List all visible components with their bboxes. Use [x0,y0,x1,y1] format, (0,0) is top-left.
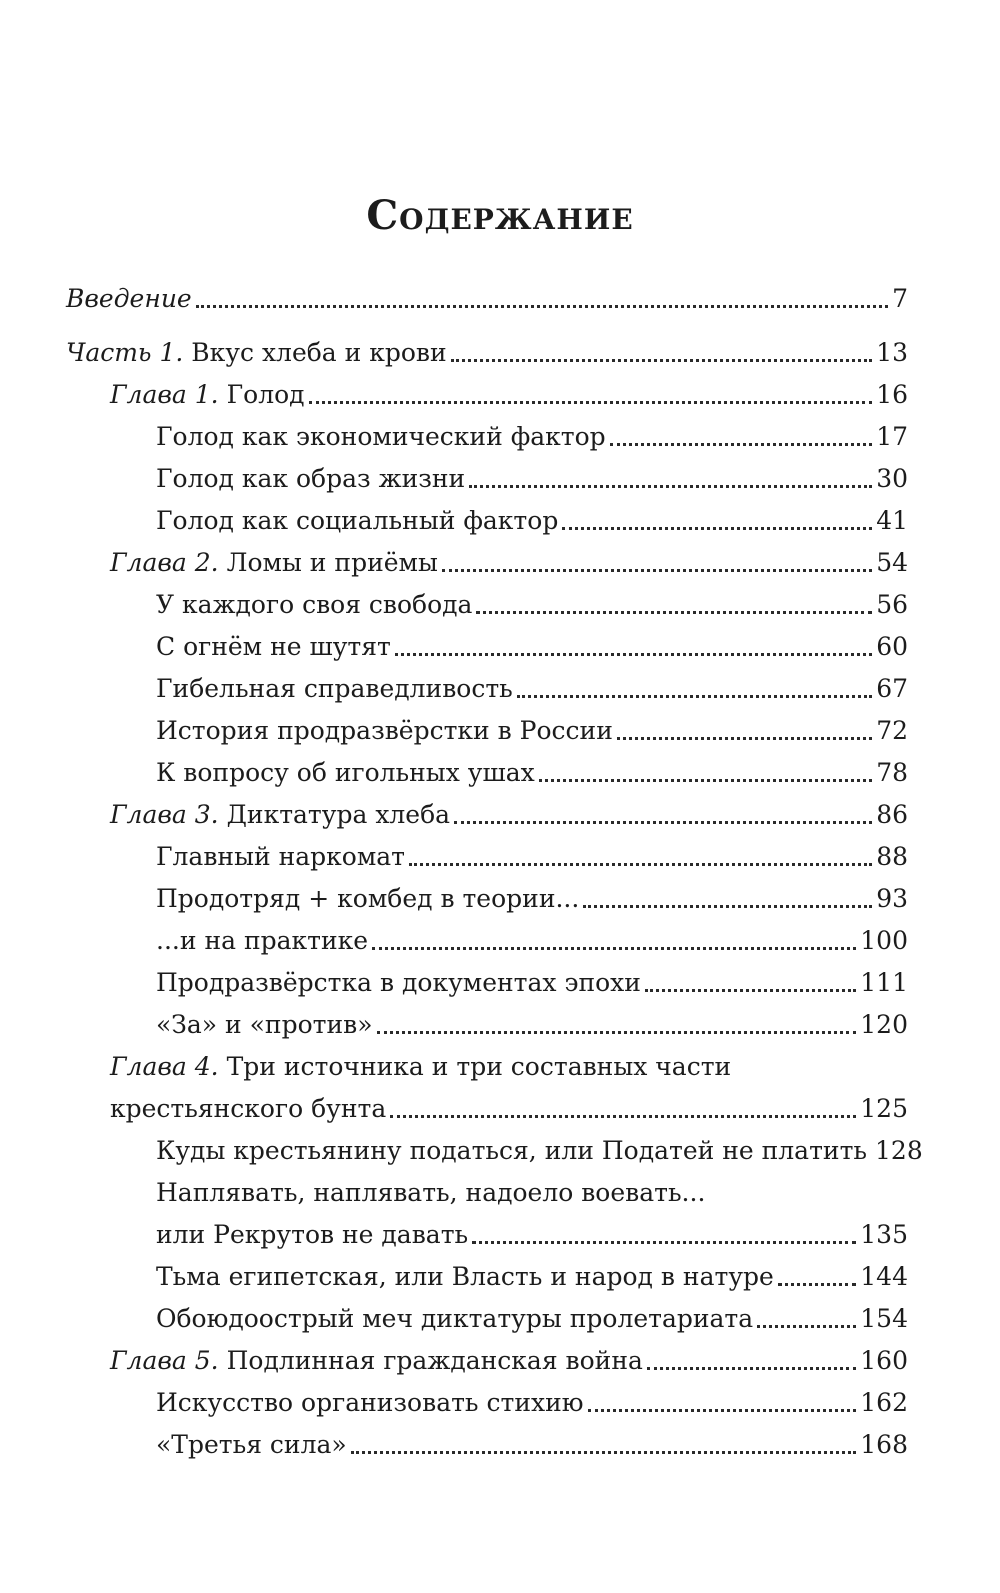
toc-entry-section [156,1260,908,1294]
toc-entry-text: «За» и «против» [156,1010,373,1039]
dot-leader [778,1282,856,1286]
toc-entry-text: ...и на практике [156,926,369,955]
toc-page-number: 60 [876,632,908,661]
toc-entry-label [66,336,447,370]
toc-entry-part-1 [66,336,908,370]
toc-page-number: 125 [860,1094,908,1123]
toc-entry-label: Введение [66,284,192,313]
toc-entry-prefix: Часть 1. [66,338,184,367]
toc-page-number: 93 [876,884,908,913]
toc-page-number: 135 [860,1220,908,1249]
toc-entry-section [156,714,908,748]
toc-entry-text: Обоюдоострый меч диктатуры пролетариата [156,1304,754,1333]
dot-leader [517,694,872,698]
toc-page-number: 120 [860,1010,908,1039]
toc-entry-label [110,798,450,832]
toc-entry-section [156,1176,908,1210]
toc-entry-section [156,840,908,874]
toc-page-number: 78 [876,758,908,787]
toc-entry-text: Голод как образ жизни [156,464,466,493]
toc-page-number: 56 [876,590,908,619]
toc-page-number: 17 [876,422,908,451]
dot-leader [610,442,873,446]
dot-leader [647,1366,856,1370]
toc-page-number: 168 [860,1430,908,1459]
toc-page-number: 30 [876,464,908,493]
toc-entry-chapter-1 [110,378,908,412]
dot-leader [583,904,872,908]
dot-leader [472,1240,856,1244]
toc-entry-text: «Третья сила» [156,1430,347,1459]
toc-entry-section [156,1386,908,1420]
toc-page-number: 13 [876,338,908,367]
toc-entry-label [110,1344,643,1378]
toc-page-number: 111 [860,968,908,997]
toc-entry-prefix: Глава 5. [110,1346,219,1375]
toc-entry-text: Гибельная справедливость [156,674,513,703]
dot-leader [442,568,872,572]
toc-page-number: 100 [860,926,908,955]
toc-entry-introduction [66,282,908,316]
toc-entry-section [156,672,908,706]
dot-leader [469,484,872,488]
dot-leader [377,1030,857,1034]
dot-leader [757,1324,856,1328]
toc-entry-chapter-4-continued [110,1092,908,1126]
toc-entry-text: крестьянского бунта [110,1094,387,1123]
toc-entry-section [156,1008,908,1042]
toc-entry-chapter-3 [110,798,908,832]
dot-leader [454,820,872,824]
toc-entry-text: У каждого своя свобода [156,590,473,619]
toc-entry-text: Продотряд + комбед в теории... [156,884,580,913]
toc-page-number: 86 [876,800,908,829]
toc-entry-text: Ломы и приёмы [218,548,438,577]
toc-page-number: 54 [876,548,908,577]
toc-entry-label [110,546,438,580]
toc-entry-text: Продразвёрстка в документах эпохи [156,968,641,997]
toc-entry-section [156,1428,908,1462]
dot-leader [645,988,856,992]
dot-leader [395,652,872,656]
toc-entry-section [156,966,908,1000]
toc-entry-label [110,1050,731,1084]
toc-entry-section [156,1302,908,1336]
toc-entry-section [156,756,908,790]
dot-leader [476,610,872,614]
toc-entry-prefix: Глава 4. [110,1052,219,1081]
toc-entry-chapter-4 [110,1050,908,1084]
toc-entry-section [156,504,908,538]
toc-entry-section [156,462,908,496]
toc-entry-section [156,882,908,916]
toc-page-number: 144 [860,1262,908,1291]
toc-entry-text: Диктатура хлеба [218,800,451,829]
dot-leader [539,778,872,782]
toc-page-number: 162 [860,1388,908,1417]
toc-entry-chapter-5 [110,1344,908,1378]
toc-entry-text: Голод [218,380,305,409]
toc-entry-section [156,630,908,664]
dot-leader [562,526,872,530]
toc-entry-chapter-2 [110,546,908,580]
toc-entry-section [156,588,908,622]
dot-leader [390,1114,856,1118]
dot-leader [409,862,872,866]
toc-entry-prefix: Глава 3. [110,800,219,829]
toc-entry-text: С огнём не шутят [156,632,391,661]
toc-entry-text: Куды крестьянину податься, или Податей не платить [156,1136,868,1165]
toc-entry-text: Искусство организовать стихию [156,1388,584,1417]
toc-entry-text: Тьма египетская, или Власть и народ в натуре [156,1262,774,1291]
toc-entry-prefix: Глава 2. [110,548,219,577]
toc-entry-text: К вопросу об игольных ушах [156,758,535,787]
toc-page-number: 154 [860,1304,908,1333]
toc-page-number: 72 [876,716,908,745]
toc-entry-section [156,924,908,958]
dot-leader [451,358,873,362]
toc-entry-text: Голод как социальный фактор [156,506,559,535]
toc-page-number: 16 [876,380,908,409]
toc-page-number: 7 [892,284,908,313]
toc-page-number: 128 [875,1136,923,1165]
toc-entry-text: Главный наркомат [156,842,406,871]
toc-entry-section [156,1134,923,1168]
toc-entry-prefix: Глава 1. [110,380,219,409]
page-title: Содержание [366,192,634,239]
toc-entry-text: Наплявать, наплявать, надоело воевать... [156,1178,706,1207]
toc-entry-section [156,420,908,454]
dot-leader [617,736,872,740]
dot-leader [309,400,873,404]
toc-entry-text: Подлинная гражданская война [218,1346,643,1375]
toc-page-number: 88 [876,842,908,871]
dot-leader [372,946,856,950]
toc-entry-label [110,378,305,412]
toc-entry-text: История продразвёрстки в России [156,716,613,745]
toc-entry-text: Голод как экономический фактор [156,422,606,451]
toc-entry-text: Вкус хлеба и крови [183,338,447,367]
toc-page-number: 41 [876,506,908,535]
dot-leader [351,1450,857,1454]
toc-page-number: 67 [876,674,908,703]
toc-entry-section-continued [156,1218,908,1252]
toc-entry-text: или Рекрутов не давать [156,1220,469,1249]
toc-page-number: 160 [860,1346,908,1375]
toc-entry-text: Три источника и три составных части [218,1052,732,1081]
dot-leader [588,1408,857,1412]
dot-leader [196,304,888,308]
